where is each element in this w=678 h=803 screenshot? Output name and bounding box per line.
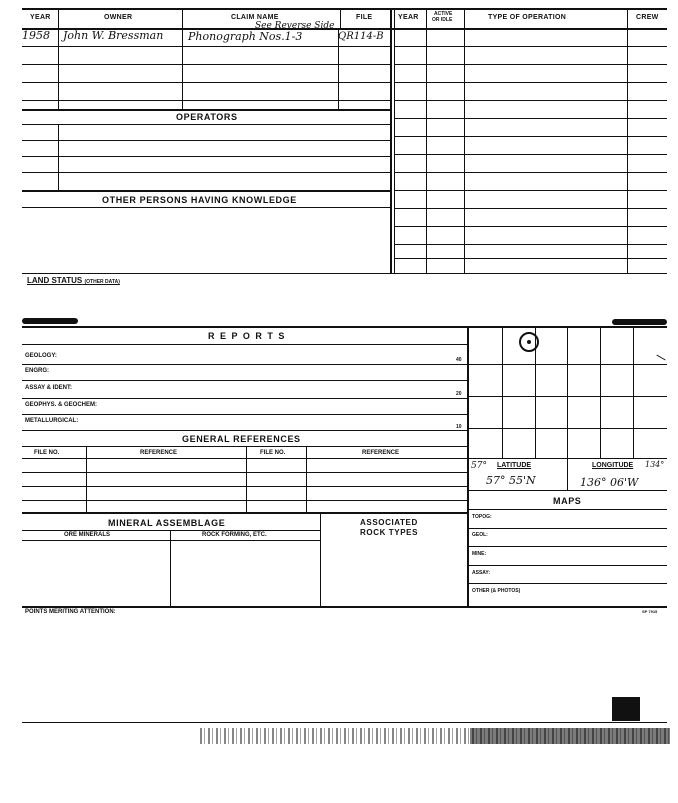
grid-line <box>633 326 634 458</box>
row-line <box>468 546 667 547</box>
operators-title: OPERATORS <box>176 112 238 122</box>
row-line <box>22 344 468 345</box>
row-line <box>394 172 667 173</box>
center-divider <box>390 8 392 273</box>
bottom-section-bottom <box>22 606 667 608</box>
scan-edge-line <box>22 722 667 723</box>
grid-line <box>468 364 667 365</box>
grid-line <box>468 428 667 429</box>
row-line <box>394 208 667 209</box>
divider <box>58 28 59 110</box>
row-line <box>22 500 468 501</box>
row-line <box>22 64 390 65</box>
other-persons-top <box>22 190 390 192</box>
divider <box>306 446 307 512</box>
land-status-label <box>27 276 120 285</box>
row-line <box>22 100 390 101</box>
report-code-metallurgical: 10 <box>456 424 462 430</box>
associated-label: ASSOCIATED <box>360 518 418 527</box>
row-line <box>468 565 667 566</box>
row-line <box>394 64 667 65</box>
mineral-title: MINERAL ASSEMBLAGE <box>108 518 226 528</box>
ref-reference-header-1: REFERENCE <box>140 450 178 456</box>
ref-file-no-header-1: FILE NO. <box>34 450 60 456</box>
grid-line <box>600 326 601 458</box>
report-label-metallurgical: METALLURGICAL: <box>25 418 79 424</box>
scan-dark-smear <box>470 728 670 744</box>
divider <box>426 8 427 28</box>
row-line <box>22 530 320 531</box>
report-label-assay: ASSAY & IDENT: <box>25 385 73 391</box>
row-line <box>394 190 667 191</box>
report-label-geophys: GEOPHYS. & GEOCHEM: <box>25 402 98 408</box>
grid-line <box>502 326 503 458</box>
divider <box>320 512 321 606</box>
latitude-value: 57° 55'N <box>486 474 536 487</box>
latitude-label: LATITUDE <box>497 462 532 469</box>
divider <box>182 8 183 28</box>
row-line <box>468 490 667 491</box>
row-line <box>22 46 390 47</box>
form-code: SP 7915 <box>642 609 658 614</box>
longitude-value: 136° 06'W <box>580 476 639 489</box>
report-code-geology: 40 <box>456 357 462 363</box>
points-meriting-attention: POINTS MERITING ATTENTION: <box>25 609 116 615</box>
lon-suffix: 134° <box>645 460 665 469</box>
location-circle-marker <box>519 332 539 352</box>
row-line <box>22 172 390 173</box>
row-line <box>22 472 468 473</box>
row-line <box>394 118 667 119</box>
general-references-title: GENERAL REFERENCES <box>182 434 301 444</box>
row-line <box>468 528 667 529</box>
row-line <box>22 380 468 381</box>
land-status-text: LAND STATUS <box>27 276 83 285</box>
claims-file-header: FILE <box>356 14 373 21</box>
maps-mine: MINE: <box>472 551 487 557</box>
land-status-sub: (OTHER DATA) <box>84 279 120 285</box>
grid-line <box>567 458 568 490</box>
row-line <box>22 486 468 487</box>
entry-claim-note: See Reverse Side <box>255 21 335 31</box>
row-line <box>22 458 468 459</box>
ops-active-header: ACTIVE <box>434 11 453 17</box>
entry-claim-name: Phonograph Nos.1-3 <box>188 30 303 43</box>
row-line <box>22 140 390 141</box>
maps-assay: ASSAY: <box>472 570 491 576</box>
grid-line <box>567 326 568 458</box>
rock-forming-header: ROCK FORMING, ETC. <box>202 532 267 538</box>
right-panel-divider <box>467 326 469 606</box>
location-dot-icon <box>527 340 531 344</box>
divider <box>170 530 171 606</box>
row-line <box>394 100 667 101</box>
row-line <box>394 244 667 245</box>
other-persons-title: OTHER PERSONS HAVING KNOWLEDGE <box>102 195 297 205</box>
row-line <box>394 258 667 259</box>
claims-owner-header: OWNER <box>104 14 133 21</box>
ref-reference-header-2: REFERENCE <box>362 450 400 456</box>
report-code-assay: 20 <box>456 391 462 397</box>
entry-owner: John W. Bressman <box>63 29 164 42</box>
row-line <box>394 136 667 137</box>
mineral-top <box>22 512 468 514</box>
report-label-engrg: ENGRG: <box>25 368 49 374</box>
ref-file-no-header-2: FILE NO. <box>260 450 286 456</box>
longitude-label: LONGITUDE <box>592 462 634 469</box>
row-line <box>22 124 390 125</box>
divider <box>182 28 183 110</box>
operators-top <box>22 109 390 111</box>
center-divider-inner <box>394 8 395 273</box>
maps-title: MAPS <box>553 496 582 506</box>
ore-minerals-header: ORE MINERALS <box>64 532 111 538</box>
grid-line <box>468 396 667 397</box>
divider <box>58 8 59 28</box>
divider <box>86 446 87 512</box>
row-line <box>22 364 468 365</box>
top-border <box>22 8 667 10</box>
divider <box>338 28 339 110</box>
entry-file: QR114-B <box>338 31 384 42</box>
scan-black-block <box>612 697 640 721</box>
row-line <box>22 398 468 399</box>
lat-prefix: 57° <box>471 461 487 471</box>
row-line <box>468 583 667 584</box>
entry-year: 1958 <box>22 29 50 42</box>
row-line <box>22 414 468 415</box>
row-line <box>22 540 320 541</box>
maps-topog: TOPOG: <box>472 514 492 520</box>
row-line <box>22 82 390 83</box>
rock-types-label: ROCK TYPES <box>360 528 419 537</box>
maps-other: OTHER (& PHOTOS) <box>472 588 521 594</box>
ops-idle-header: OR IDLE <box>432 17 453 23</box>
report-label-geology: GEOLOGY: <box>25 353 57 359</box>
divider <box>464 8 465 28</box>
claims-claim-name-header: CLAIM NAME <box>231 14 279 21</box>
maps-geol: GEOL: <box>472 532 488 538</box>
row-line <box>394 154 667 155</box>
row-line <box>22 156 390 157</box>
ops-crew-header: CREW <box>636 14 659 21</box>
ink-blot <box>22 318 78 324</box>
row-line <box>394 46 667 47</box>
row-line <box>468 509 667 510</box>
row-line <box>22 430 468 431</box>
divider <box>246 446 247 512</box>
row-line <box>394 226 667 227</box>
tick-mark <box>656 355 665 361</box>
divider <box>58 124 59 190</box>
claims-year-header: YEAR <box>30 14 51 21</box>
ops-year-header: YEAR <box>398 14 419 21</box>
ink-blot <box>612 319 667 325</box>
divider <box>627 8 628 28</box>
row-line <box>394 82 667 83</box>
reports-title: R E P O R T S <box>208 331 286 341</box>
bottom-section-top <box>22 326 667 328</box>
row-line <box>22 207 390 208</box>
top-section-bottom <box>22 273 667 274</box>
row-line <box>22 446 468 447</box>
divider <box>340 8 341 28</box>
ops-type-header: TYPE OF OPERATION <box>488 14 567 21</box>
